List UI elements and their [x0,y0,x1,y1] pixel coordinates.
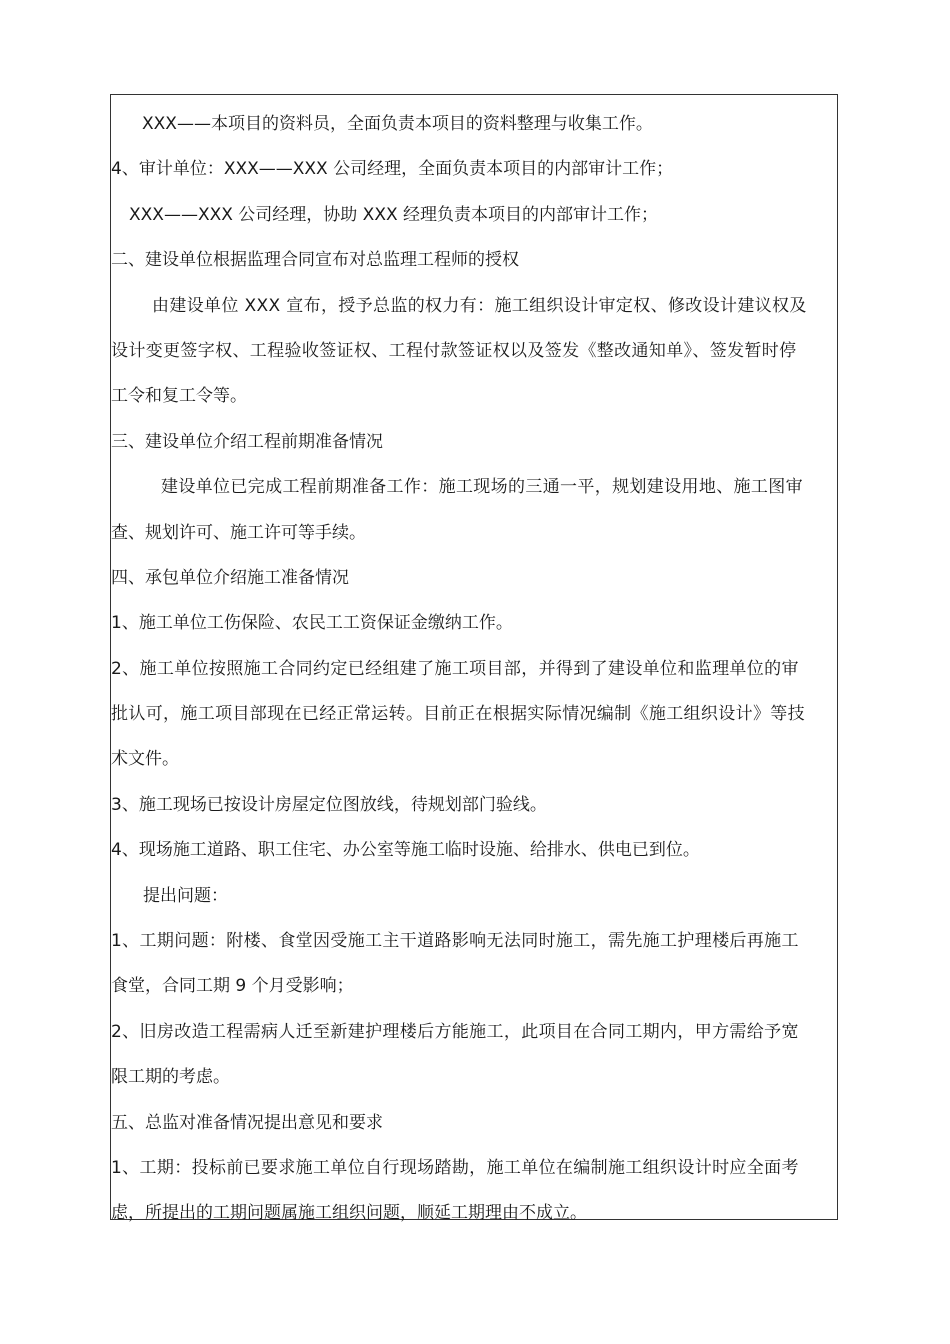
section-heading: 四、承包单位介绍施工准备情况 [111,567,349,588]
text-line: 4、现场施工道路、职工住宅、办公室等施工临时设施、给排水、供电已到位。 [111,840,700,861]
text-line: 设计变更签字权、工程验收签证权、工程付款签证权以及签发《整改通知单》、签发暂时停 [111,340,797,361]
section-heading: 五、总监对准备情况提出意见和要求 [111,1112,383,1133]
text-line: 1、工期问题：附楼、食堂因受施工主干道路影响无法同时施工，需先施工护理楼后再施工 [111,931,799,952]
text-line: 1、工期：投标前已要求施工单位自行现场踏勘，施工单位在编制施工组织设计时应全面考 [111,1157,799,1178]
text-line: 建设单位已完成工程前期准备工作：施工现场的三通一平，规划建设用地、施工图审 [161,477,803,498]
text-line: 1、施工单位工伤保险、农民工工资保证金缴纳工作。 [111,613,513,634]
text-line: XXX——XXX 公司经理，协助 XXX 经理负责本项目的内部审计工作； [129,204,659,225]
text-line: 术文件。 [111,749,179,770]
document-body [111,102,837,1237]
text-line: 2、旧房改造工程需病人迁至新建护理楼后方能施工，此项目在合同工期内，甲方需给予宽 [111,1021,799,1042]
text-line: 食堂，合同工期 9 个月受影响； [111,976,354,997]
text-line: 4、审计单位：XXX——XXX 公司经理，全面负责本项目的内部审计工作； [111,159,674,180]
section-heading: 二、建设单位根据监理合同宣布对总监理工程师的授权 [111,250,519,271]
text-line: 2、施工单位按照施工合同约定已经组建了施工项目部，并得到了建设单位和监理单位的审 [111,658,799,679]
text-line: 查、规划许可、施工许可等手续。 [111,522,366,543]
subheading: 提出问题： [143,885,228,906]
text-line: XXX——本项目的资料员，全面负责本项目的资料整理与收集工作。 [142,114,653,134]
text-line: 批认可，施工项目部现在已经正常运转。目前正在根据实际情况编制《施工组织设计》等技 [111,704,805,725]
text-line: 3、施工现场已按设计房屋定位图放线，待规划部门验线。 [111,794,547,815]
text-line: 虑，所提出的工期问题属施工组织问题，顺延工期理由不成立。 [111,1203,587,1224]
text-line: 限工期的考虑。 [111,1067,230,1088]
text-line: 工令和复工令等。 [111,386,247,407]
section-heading: 三、建设单位介绍工程前期准备情况 [111,431,383,452]
text-line: 由建设单位 XXX 宣布，授予总监的权力有：施工组织设计审定权、修改设计建议权及 [152,295,807,316]
